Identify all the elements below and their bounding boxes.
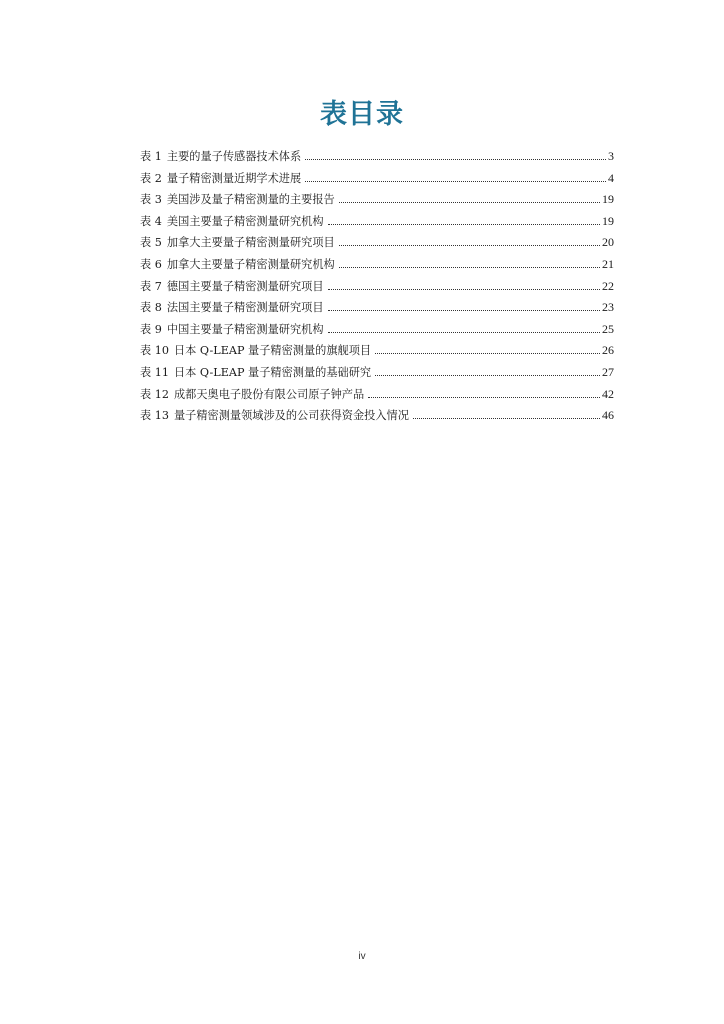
toc-entry-page: 23 xyxy=(602,300,614,315)
toc-entry-page: 26 xyxy=(602,343,614,358)
page-number: iv xyxy=(358,951,366,962)
toc-entry-label xyxy=(140,405,411,427)
toc-entry-number: 表 10 xyxy=(140,344,169,358)
toc-entry-page: 42 xyxy=(602,386,614,401)
toc-entry-number: 表 9 xyxy=(140,322,162,336)
toc-entry-label xyxy=(140,297,326,319)
toc-entry[interactable] xyxy=(140,189,614,211)
toc-entry-label xyxy=(140,276,326,298)
toc-entry[interactable] xyxy=(140,384,614,406)
toc-entry-text: 量子精密测量领域涉及的公司获得资金投入情况 xyxy=(173,409,409,423)
toc-entry-page: 3 xyxy=(608,149,614,163)
toc-entry[interactable] xyxy=(140,232,614,254)
toc-entry-number: 表 7 xyxy=(140,279,162,293)
dot-leader xyxy=(375,352,600,354)
toc-entry-text: 德国主要量子精密测量研究项目 xyxy=(166,279,324,293)
toc-entry-number: 表 5 xyxy=(140,236,162,250)
dot-leader xyxy=(305,158,606,160)
toc-entry-number: 表 11 xyxy=(140,365,169,379)
toc-entry-number: 表 4 xyxy=(140,214,162,228)
toc-entry-text: 主要的量子传感器技术体系 xyxy=(166,150,302,163)
dot-leader xyxy=(375,374,600,376)
dot-leader xyxy=(328,223,600,225)
toc-entry-page: 25 xyxy=(602,321,614,336)
toc-entry-number: 表 2 xyxy=(140,171,162,185)
toc-entry-page: 46 xyxy=(602,408,614,423)
toc-entry[interactable] xyxy=(140,254,614,276)
toc-entry-page: 21 xyxy=(602,256,614,271)
toc-entry[interactable] xyxy=(140,405,614,427)
toc-entry[interactable] xyxy=(140,168,614,190)
toc-entry-label xyxy=(140,362,373,384)
toc-entry-text: 中国主要量子精密测量研究机构 xyxy=(166,322,324,336)
dot-leader xyxy=(328,331,600,333)
toc-entry-text: 成都天奥电子股份有限公司原子钟产品 xyxy=(173,387,365,401)
toc-entry-label xyxy=(140,340,373,362)
toc-entry[interactable] xyxy=(140,319,614,341)
toc-entry-text: 日本 Q-LEAP 量子精密测量的旗舰项目 xyxy=(173,344,372,358)
toc-entry-text: 美国涉及量子精密测量的主要报告 xyxy=(166,193,335,207)
toc-entry-text: 加拿大主要量子精密测量研究机构 xyxy=(166,257,335,271)
toc-entry[interactable] xyxy=(140,146,614,168)
toc-entry-text: 法国主要量子精密测量研究项目 xyxy=(166,301,324,315)
toc-entry-text: 美国主要量子精密测量研究机构 xyxy=(166,214,324,228)
toc-entry-number: 表 6 xyxy=(140,257,162,271)
dot-leader xyxy=(339,266,600,268)
toc-entry-text: 量子精密测量近期学术进展 xyxy=(166,171,302,185)
toc-entry-number: 表 1 xyxy=(140,150,162,163)
toc-entry-text: 加拿大主要量子精密测量研究项目 xyxy=(166,236,335,250)
dot-leader xyxy=(328,309,600,311)
dot-leader xyxy=(413,417,600,419)
dot-leader xyxy=(368,396,600,398)
toc-entry-text: 日本 Q-LEAP 量子精密测量的基础研究 xyxy=(173,365,372,379)
toc-entry-number: 表 3 xyxy=(140,193,162,207)
toc-entry-page: 27 xyxy=(602,364,614,379)
toc-entry[interactable] xyxy=(140,297,614,319)
toc-entry[interactable] xyxy=(140,340,614,362)
toc-entry-label xyxy=(140,232,337,254)
toc-entry-label xyxy=(140,189,337,211)
toc-entry-page: 20 xyxy=(602,235,614,250)
toc-entry-number: 表 13 xyxy=(140,409,169,423)
toc-entry-label xyxy=(140,319,326,341)
toc-entry-label xyxy=(140,254,337,276)
dot-leader xyxy=(328,288,600,290)
dot-leader xyxy=(305,180,606,182)
table-of-contents xyxy=(140,146,614,427)
toc-entry-page: 22 xyxy=(602,278,614,293)
toc-entry[interactable] xyxy=(140,211,614,233)
toc-entry-number: 表 12 xyxy=(140,387,169,401)
dot-leader xyxy=(339,201,600,203)
dot-leader xyxy=(339,244,600,246)
toc-entry-label xyxy=(140,146,303,168)
toc-entry-label xyxy=(140,211,326,233)
toc-entry-page: 4 xyxy=(608,170,614,185)
toc-entry-number: 表 8 xyxy=(140,301,162,315)
toc-entry-label xyxy=(140,168,303,190)
toc-entry[interactable] xyxy=(140,362,614,384)
toc-entry[interactable] xyxy=(140,276,614,298)
toc-entry-label xyxy=(140,384,366,406)
page-title: 表目录 xyxy=(320,99,404,130)
toc-entry-page: 19 xyxy=(602,192,614,207)
toc-entry-page: 19 xyxy=(602,213,614,228)
